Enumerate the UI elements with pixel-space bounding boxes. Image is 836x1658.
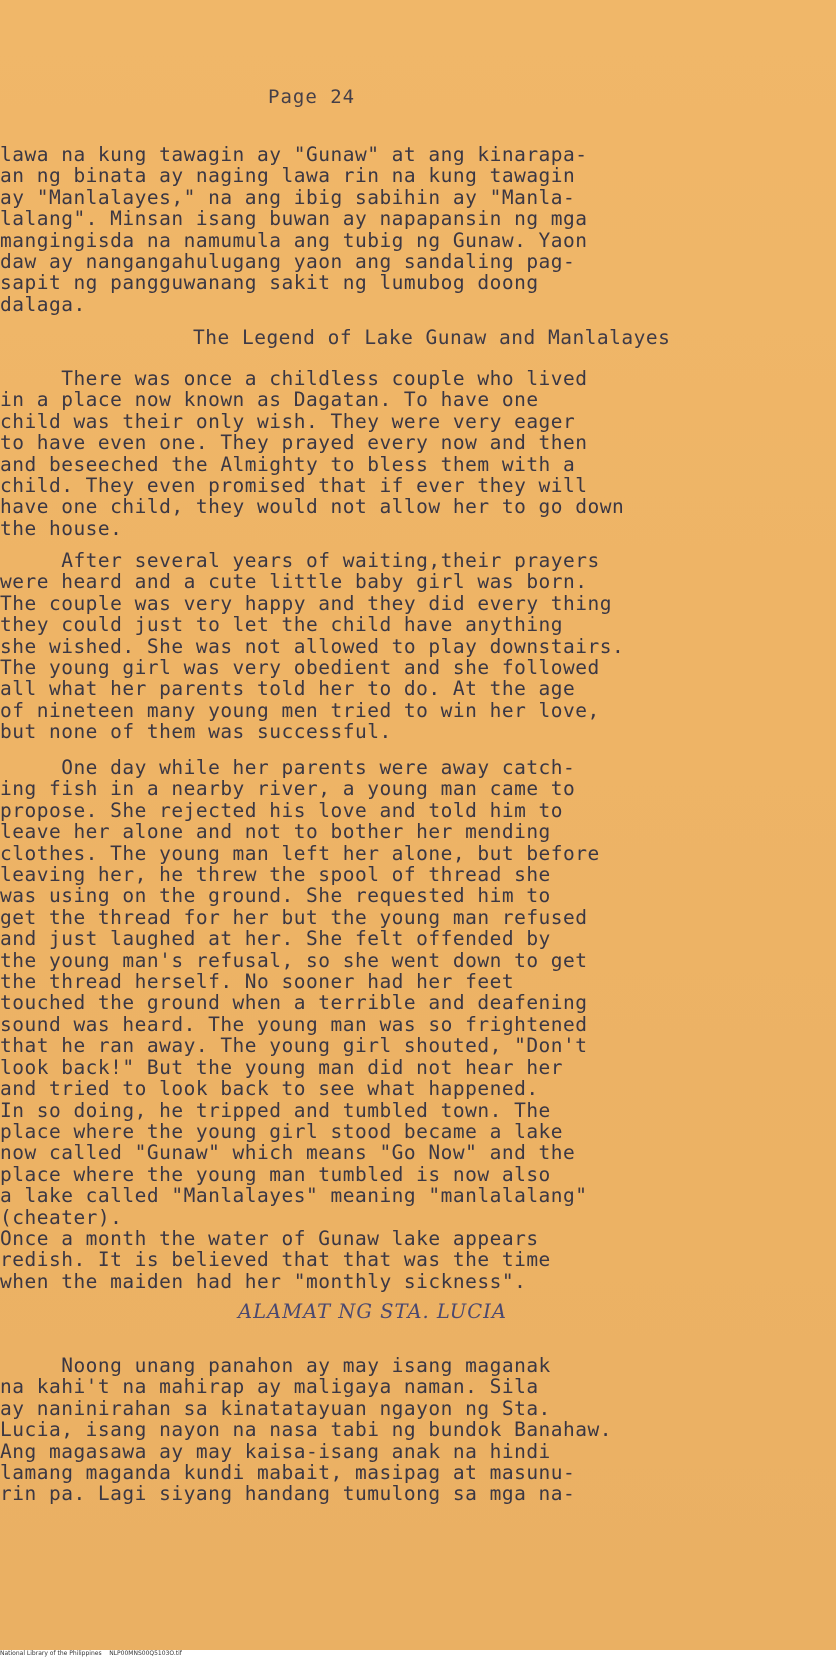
archive-footer: National Library of the Philippines NLP00MNS00Q5103O.tif xyxy=(0,1650,836,1658)
page-number: Page 24 xyxy=(268,86,356,108)
heading-alamat-sta-lucia: ALAMAT NG STA. LUCIA xyxy=(238,1300,507,1323)
paragraph-intro: lawa na kung tawagin ay "Gunaw" at ang kinarapa- an ng binata ay naging lawa rin na kung tawagin ay "Manlalayes," na ang ibig sabihin ay "Manla- lalang". Minsan isang buwan ay napapansin ng mga mangingisda na namumula ang tubig ng Gunaw. Yaon daw ay nangangahulugang yaon ang sandaling pag- sapit ng pangguwanang sakit ng lumubog doong dalaga. xyxy=(0,143,588,316)
paragraph-1: There was once a childless couple who lived in a place now known as Dagatan. To have one child was their only wish. They were very eager to have even one. They prayed every now and then and beseeched the Almighty to bless them with a child. They even promised that if ever they will have one child, they would not allow her to go down the house. xyxy=(0,367,625,540)
paragraph-4: Noong unang panahon ay may isang maganak na kahi't na mahirap ay maligaya naman. Sila ay naninirahan sa kinatatayuan ngayon ng Sta. Lucia, isang nayon na nasa tabi ng bundok Banahaw. Ang magasawa ay may kaisa-isang anak na hindi lamang maganda kundi mabait, masipag at masunu- rin pa. Lagi siyang handang tumulong sa mga na- xyxy=(0,1354,612,1506)
paragraph-2: After several years of waiting,their prayers were heard and a cute little baby girl was born. The couple was very happy and they did every thing they could just to let the child have anything she wished. She was not allowed to play downstairs. The young girl was very obedient and she followed all what her parents told her to do. At the age of nineteen many young men tried to win her love, but none of them was successful. xyxy=(0,549,625,744)
paragraph-3: One day while her parents were away catch- ing fish in a nearby river, a young man came to propose. She rejected his love and told him to leave her alone and not to bother her mending clothes. The young man left her alone, but before leaving her, he threw the spool of thread she was using on the ground. She requested him to get the thread for her but the young man refused and just laughed at her. She felt offended by the young man's refusal, so she went down to get the thread herself. No sooner had her feet touched the ground when a terrible and deafening sound was heard. The young man was so frightened that he ran away. The young girl shouted, "Don't look back!" But the young man did not hear her and tried to look back to see what happened. In so doing, he tripped and tumbled town. The place where the young girl stood became a lake now called "Gunaw" which means "Go Now" and the place where the young man tumbled is now also a lake called "Manlalayes" meaning "manlalalang" (cheater). Once a month the water of Gunaw lake appears redish. It is believed that that was the time when the maiden had her "monthly sickness". xyxy=(0,756,600,1293)
heading-legend-english: The Legend of Lake Gunaw and Manlalayes xyxy=(193,326,671,349)
